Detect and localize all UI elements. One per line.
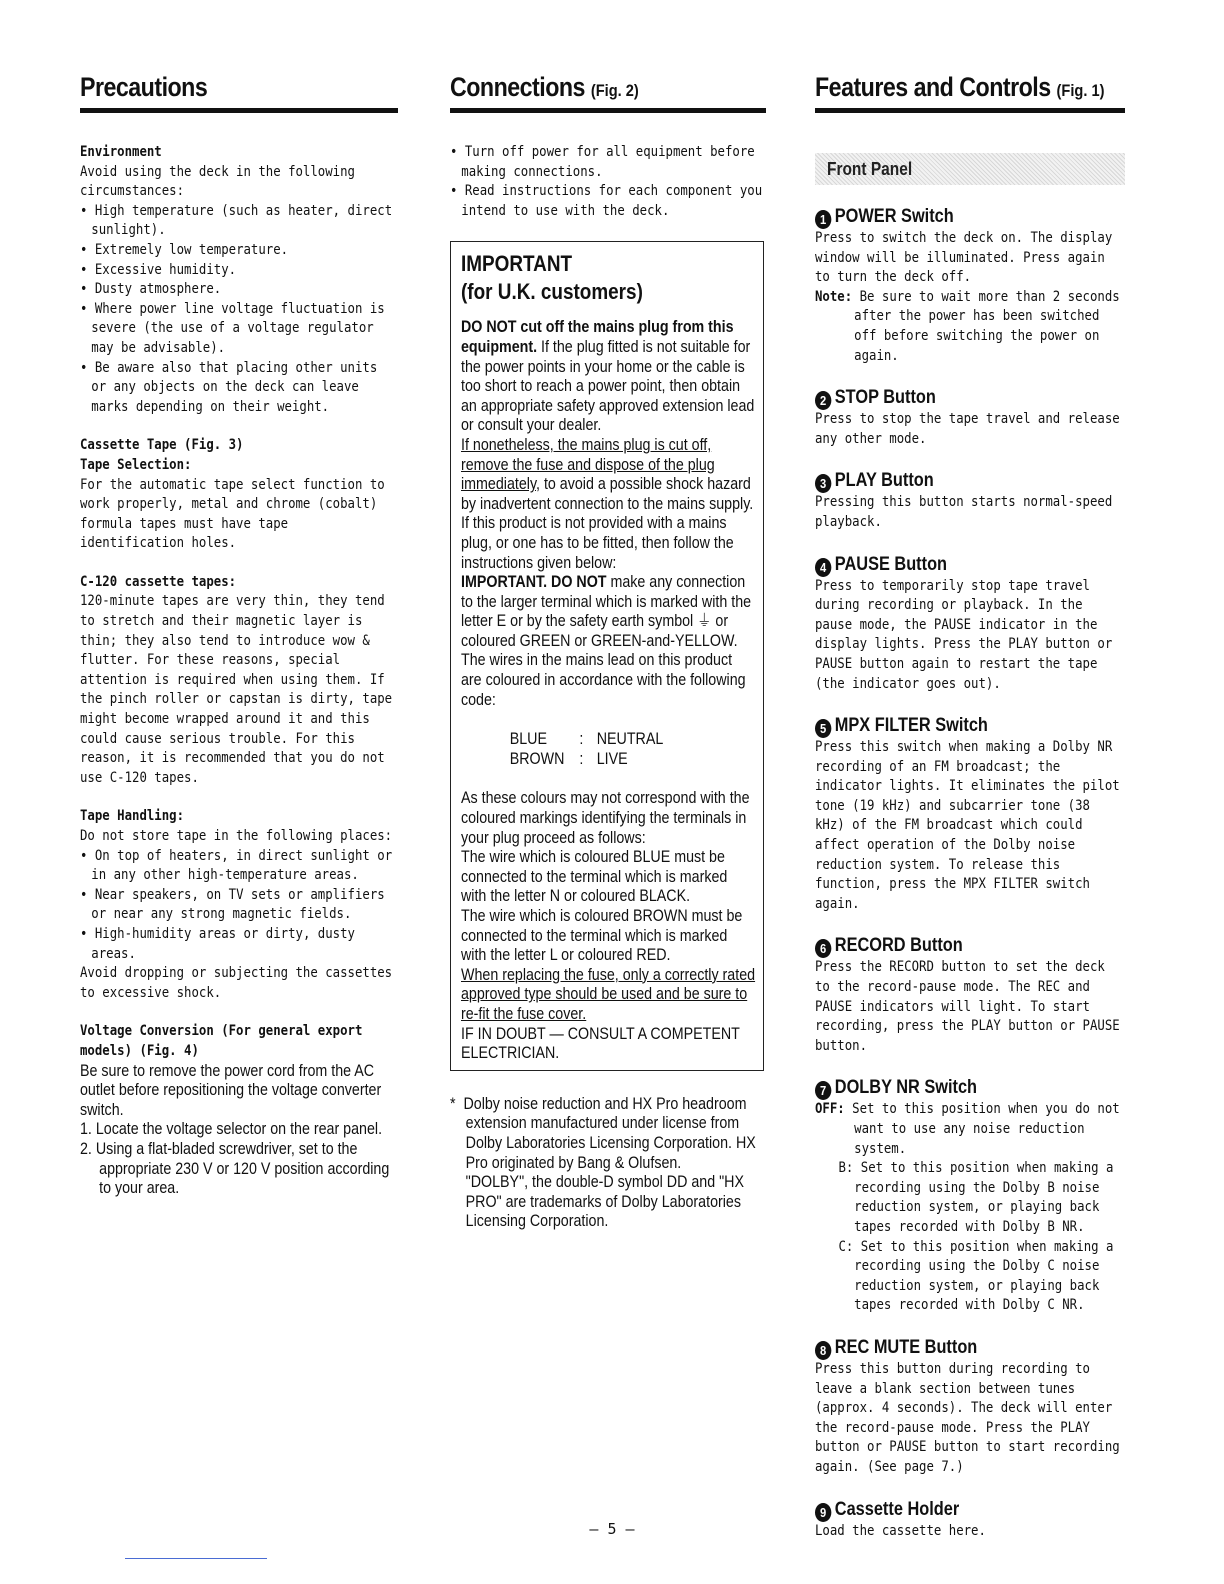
wire-color-codes: [510, 730, 756, 769]
precautions-column: [80, 70, 398, 1199]
title-rule: [450, 108, 766, 113]
footer-rule: [125, 1558, 267, 1559]
environment-intro: Avoid using the deck in the following circumstances:: [80, 163, 355, 200]
tape-selection-text: For the automatic tape select function to work properly, metal and chrome (cobalt) formula tapes must have tape identification holes.: [80, 476, 385, 552]
voltage-text: Be sure to remove the power cord from the AC outlet before repositioning the voltage converter switch.: [80, 1061, 382, 1119]
important-subtitle: (for U.K. customers): [461, 279, 643, 305]
important-box: [450, 241, 764, 1070]
important-title: IMPORTANT: [461, 251, 573, 277]
tape-handling-item: • On top of heaters, in direct sunlight or in any other high-temperature areas.: [80, 847, 393, 884]
front-panel-banner: Front Panel: [815, 153, 1125, 185]
connections-body: [450, 143, 766, 221]
holder-text: Load the cassette here.: [815, 1522, 986, 1539]
dolby-heading: 7 DOLBY NR Switch: [815, 1076, 1082, 1100]
stop-heading: 2 STOP Button: [815, 386, 1082, 410]
tape-handling-item: • High-humidity areas or dirty, dusty areas.: [80, 925, 355, 962]
features-column: [815, 70, 1125, 1541]
c120-heading: C-120 cassette tapes:: [80, 573, 237, 590]
important-paragraph: If nonetheless, the mains plug is cut off, remove the fuse and dispose of the plug immediately, to avoid a possible shock hazard by inadvertent connection to the mains supply.: [461, 435, 754, 513]
play-heading: 3 PLAY Button: [815, 469, 1082, 493]
voltage-heading: Voltage Conversion (For general export models) (Fig. 4): [80, 1023, 363, 1059]
important-paragraph: The wires in the mains lead on this product are coloured in accordance with the following code:: [461, 651, 746, 709]
connections-item: • Read instructions for each component you intend to use with the deck.: [450, 183, 763, 219]
voltage-body: [80, 1062, 398, 1199]
c120-text: 120-minute tapes are very thin, they tend to stretch and their magnetic layer is thin; they also tend to introduce wow & flutter. For these reasons, special attention is required when using them. If the pinch roller or capstan is dirty, tape might become wrapped around it and this could cause serious trouble. For this reason, it is recommended that you do not use C-120 tapes.: [80, 593, 393, 786]
important-paragraph: As these colours may not correspond with the coloured markings identifying the terminals in your plug proceed as follows:: [461, 789, 750, 847]
tape-selection-heading: Tape Selection:: [80, 456, 192, 473]
important-paragraph: The wire which is coloured BROWN must be connected to the terminal which is marked with the letter L or coloured RED.: [461, 907, 743, 965]
connections-title: Connections (Fig. 2): [450, 72, 639, 102]
tape-handling-item: • Near speakers, on TV sets or amplifiers or near any strong magnetic fields.: [80, 886, 385, 923]
recmute-text: Press this button during recording to leave a blank section between tunes (approx. 4 seconds). The deck will enter the record-pause mode. Press the PLAY button or PAUSE button to start recording again. (See page 7.): [815, 1360, 1120, 1475]
power-note: Note: Be sure to wait more than 2 seconds after the power has been switched off before switching the power on again.: [815, 288, 1120, 364]
connections-column: [450, 70, 766, 1232]
environment-item: • Extremely low temperature.: [80, 241, 289, 258]
tape-handling-intro: Do not store tape in the following places:: [80, 828, 393, 844]
environment-item: • Be aware also that placing other units or any objects on the deck can leave marks depending on their weight.: [80, 359, 378, 415]
power-text: Press to switch the deck on. The display window will be illuminated. Press again to turn the deck off.: [815, 230, 1113, 286]
title-rule: [815, 108, 1125, 113]
tape-handling-heading: Tape Handling:: [80, 808, 185, 825]
page-number: – 5 –: [589, 1520, 635, 1538]
play-text: Pressing this button starts normal-speed playback.: [815, 494, 1113, 530]
code-row: BLUE : NEUTRAL: [509, 730, 664, 749]
cassette-heading: Cassette Tape (Fig. 3): [80, 437, 244, 454]
mpx-heading: 5 MPX FILTER Switch: [815, 714, 1082, 738]
title-rule: [80, 108, 398, 113]
pause-text: Press to temporarily stop tape travel during recording or playback. In the pause mode, the PAUSE indicator in the display lights. Press the PLAY button or PAUSE button again to restart the tape (the indicator goes out).: [815, 577, 1113, 692]
precautions-body: [80, 143, 398, 1062]
recmute-heading: 8 REC MUTE Button: [815, 1336, 1082, 1360]
connections-item: • Turn off power for all equipment before making connections.: [450, 144, 755, 180]
important-paragraph: If this product is not provided with a mains plug, or one has to be fitted, then follow the instructions given below:: [461, 514, 734, 572]
voltage-step: 1. Locate the voltage selector on the rear panel.: [80, 1120, 383, 1139]
environment-item: • Dusty atmosphere.: [80, 281, 222, 298]
stop-text: Press to stop the tape travel and release any other mode.: [815, 411, 1120, 447]
environment-item: • High temperature (such as heater, direct sunlight).: [80, 202, 393, 239]
dolby-footnote: * Dolby noise reduction and HX Pro headroom extension manufactured under license from Dolby Laboratories Licensing Corporation. HX Pro originated by Bang & Olufsen. "DOLBY", the double-D symbol DD and "HX PRO" are trademarks of Dolby Laboratories Licensing Corporation.: [450, 1094, 756, 1231]
dolby-b: B: Set to this position when making a recording using the Dolby B noise reduction system, or playing back tapes recorded with Dolby B NR.: [838, 1160, 1114, 1235]
dolby-c: C: Set to this position when making a recording using the Dolby C noise reduction system, or playing back tapes recorded with Dolby C NR.: [838, 1238, 1114, 1314]
important-paragraph: When replacing the fuse, only a correctly rated approved type should be used and be sure to re-fit the fuse cover.: [461, 965, 756, 1023]
important-paragraph: IMPORTANT. DO NOT make any connection to the larger terminal which is marked with the letter E or by the safety earth symbol ⏚ or coloured GREEN or GREEN-and-YELLOW.: [461, 573, 752, 650]
dolby-off: OFF: Set to this position when you do not want to use any noise reduction system.: [815, 1101, 1120, 1157]
code-row: BROWN : LIVE: [509, 749, 628, 768]
record-heading: 6 RECORD Button: [815, 934, 1082, 958]
record-text: Press the RECORD button to set the deck to the record-pause mode. The REC and PAUSE indicators will light. To start recording, press the PLAY button or PAUSE button.: [815, 959, 1120, 1054]
tape-handling-outro: Avoid dropping or subjecting the cassettes to excessive shock.: [80, 965, 393, 1001]
mpx-text: Press this switch when making a Dolby NR recording of an FM broadcast; the indicator lights. It eliminates the pilot tone (19 kHz) and subcarrier tone (38 kHz) of the FM broadcast which could affect operation of the Dolby noise reduction system. To release this function, press the MPX FILTER switch again.: [815, 739, 1120, 912]
environment-item: • Where power line voltage fluctuation is severe (the use of a voltage regulator may be advisable).: [80, 300, 385, 356]
holder-heading: 9 Cassette Holder: [815, 1498, 1082, 1522]
important-paragraph: DO NOT cut off the mains plug from this equipment. If the plug fitted is not suitable for the power points in your home or the cable is too short to reach a power point, then obtain an appropriate safety approved extension lead or consult your dealer.: [461, 318, 755, 435]
environment-heading: Environment: [80, 144, 162, 160]
precautions-title: Precautions: [80, 72, 208, 102]
features-title: Features and Controls (Fig. 1): [815, 72, 1105, 102]
voltage-step: 2. Using a flat-bladed screwdriver, set to the appropriate 230 V or 120 V position according to your area.: [80, 1139, 390, 1198]
important-paragraph: The wire which is coloured BLUE must be connected to the terminal which is marked with the letter N or coloured BLACK.: [461, 848, 728, 906]
power-heading: 1 POWER Switch: [815, 205, 1082, 229]
important-paragraph: IF IN DOUBT — CONSULT A COMPETENT ELECTRICIAN.: [461, 1024, 740, 1063]
important-text: [461, 318, 756, 1063]
pause-heading: 4 PAUSE Button: [815, 553, 1082, 577]
environment-item: • Excessive humidity.: [80, 261, 237, 278]
